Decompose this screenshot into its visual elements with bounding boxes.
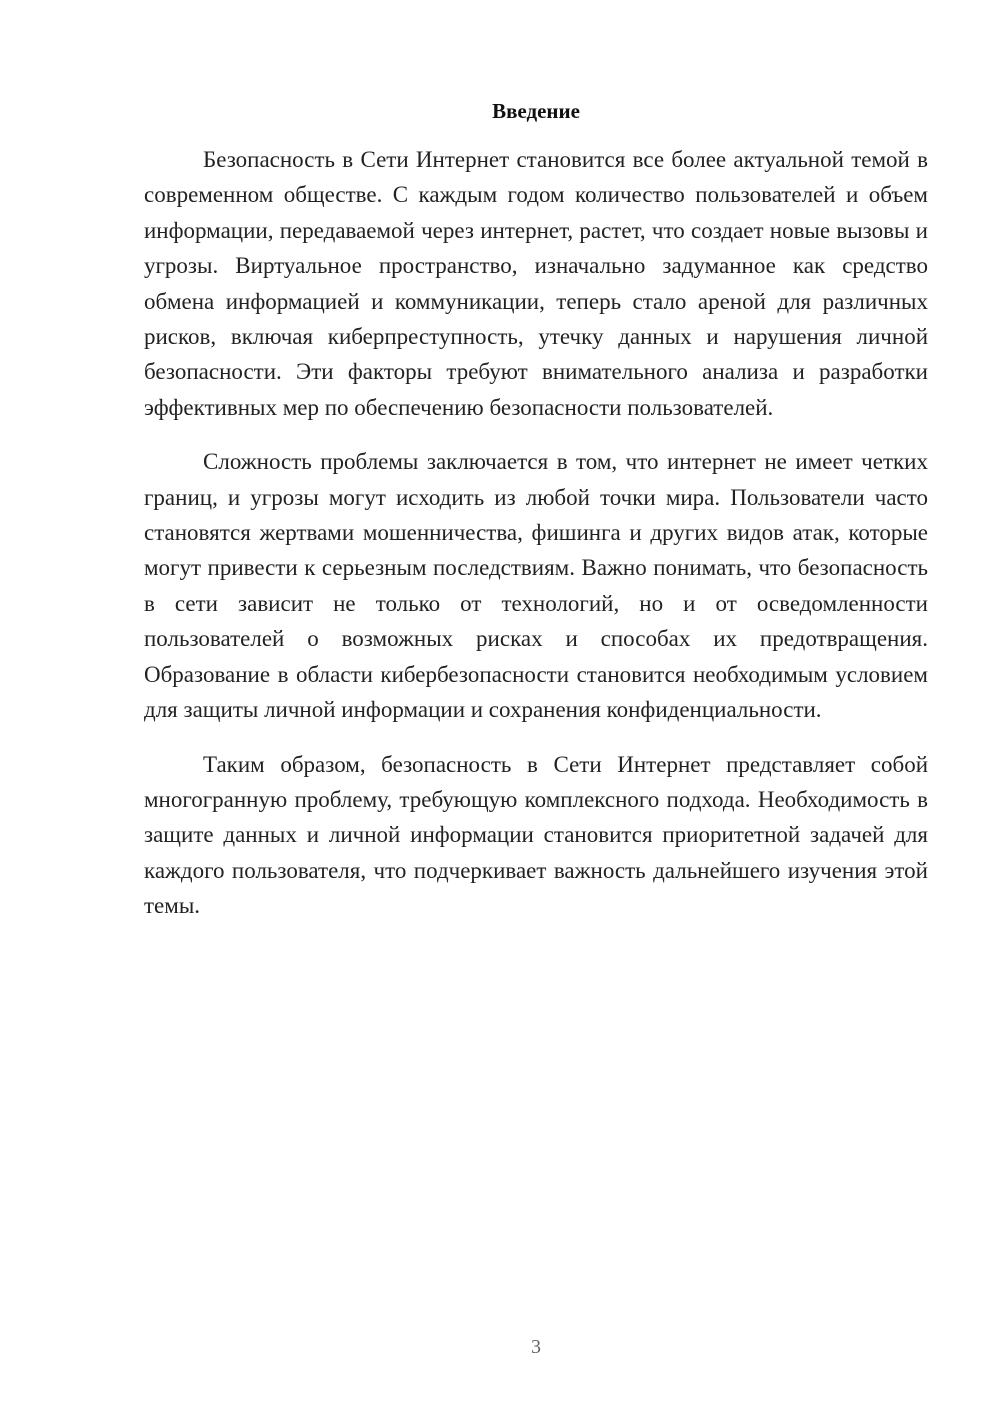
paragraph-1: Безопасность в Сети Интернет становится все более актуальной темой в современном обществе. С каждым годом количество пользователей и объем информации, передаваемой через интернет, растет, что создает новые вызовы и угрозы. Виртуальное пространство, изначально задуманное как средство обмена информацией и коммуникации, теперь стало ареной для различных рисков, включая киберпреступность, утечку данных и нарушения личной безопасности. Эти факторы требуют внимательного анализа и разработки эффективных мер по обеспечению безопасности пользователей.	[144, 147, 928, 420]
paragraph-2: Сложность проблемы заключается в том, что интернет не имеет четких границ, и угрозы могут исходить из любой точки мира. Пользователи часто становятся жертвами мошенничества, фишинга и других видов атак, которые могут привести к серьезным последствиям. Важно понимать, что безопасность в сети зависит не только от технологий, но и от осведомленности пользователей о возможных рисках и способах их предотвращения. Образование в области кибербезопасности становится необходимым условием для защиты личной информации и сохранения конфиденциальности.	[144, 449, 928, 723]
body-text	[144, 142, 928, 943]
paragraph-3: Таким образом, безопасность в Сети Интернет представляет собой многогранную проблему, требующую комплексного подхода. Необходимость в защите данных и личной информации становится приоритетной задачей для каждого пользователя, что подчеркивает важность дальнейшего изучения этой темы.	[144, 751, 928, 919]
page-number: 3	[531, 1336, 541, 1358]
section-heading: Введение	[492, 99, 580, 123]
